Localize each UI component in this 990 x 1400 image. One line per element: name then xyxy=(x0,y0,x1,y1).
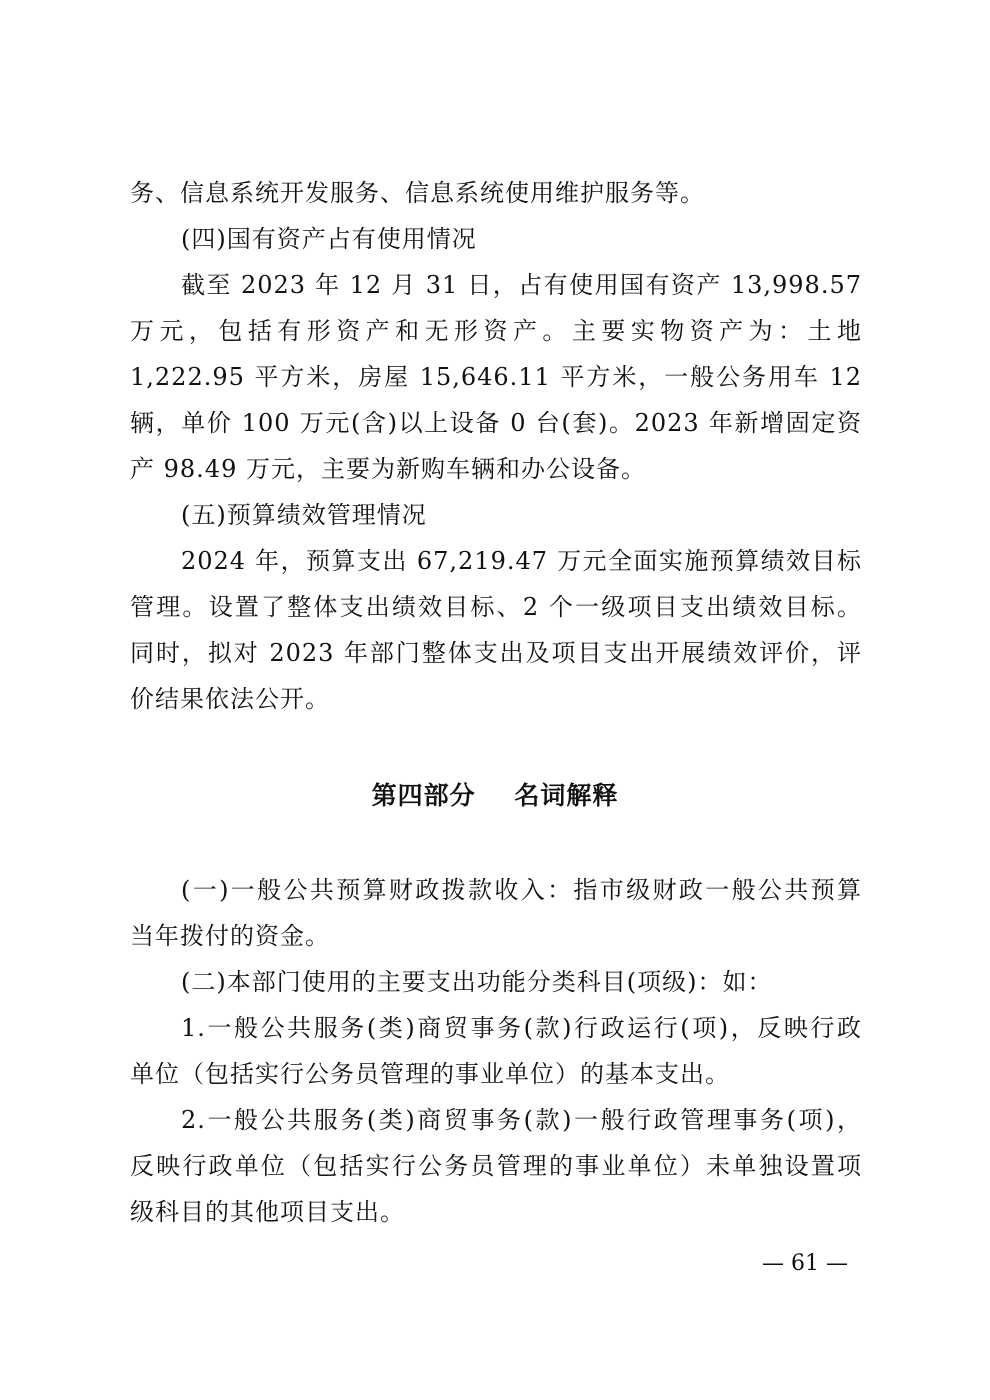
definition-line: 1.一般公共服务(类)商贸事务(款)行政运行(项)，反映行政 xyxy=(181,1014,862,1042)
body-line: 辆，单价 100 万元(含)以上设备 0 台(套)。2023 年新增固定资 xyxy=(130,409,862,437)
body-line: 价结果依法公开。 xyxy=(130,685,330,713)
body-line: 产 98.49 万元，主要为新购车辆和办公设备。 xyxy=(130,455,646,483)
body-line: 管理。设置了整体支出绩效目标、2 个一级项目支出绩效目标。 xyxy=(130,593,862,621)
definition-line: 当年拨付的资金。 xyxy=(130,922,330,950)
definition-line: (二)本部门使用的主要支出功能分类科目(项级)：如： xyxy=(181,968,773,996)
body-line: 2024 年，预算支出 67,219.47 万元全面实施预算绩效目标 xyxy=(181,547,862,575)
section-heading: 第四部分 名词解释 xyxy=(371,781,619,810)
page-number: — 61 — xyxy=(762,1251,848,1276)
body-line: 万元，包括有形资产和无形资产。主要实物资产为：土地 xyxy=(130,317,862,345)
definition-line: 反映行政单位（包括实行公务员管理的事业单位）未单独设置项 xyxy=(130,1152,862,1180)
body-line: 截至 2023 年 12 月 31 日，占有使用国有资产 13,998.57 xyxy=(181,271,862,299)
definition-line: 级科目的其他项目支出。 xyxy=(130,1198,405,1226)
body-line: 务、信息系统开发服务、信息系统使用维护服务等。 xyxy=(130,179,705,207)
definition-line: 2.一般公共服务(类)商贸事务(款)一般行政管理事务(项)， xyxy=(181,1106,862,1134)
subsection-heading: (五)预算绩效管理情况 xyxy=(181,501,427,529)
subsection-heading: (四)国有资产占有使用情况 xyxy=(181,225,477,253)
definition-line: 单位（包括实行公务员管理的事业单位）的基本支出。 xyxy=(130,1060,730,1088)
body-line: 同时，拟对 2023 年部门整体支出及项目支出开展绩效评价，评 xyxy=(130,639,862,667)
body-line: 1,222.95 平方米，房屋 15,646.11 平方米，一般公务用车 12 xyxy=(130,363,862,391)
definition-line: (一)一般公共预算财政拨款收入：指市级财政一般公共预算 xyxy=(181,876,862,904)
